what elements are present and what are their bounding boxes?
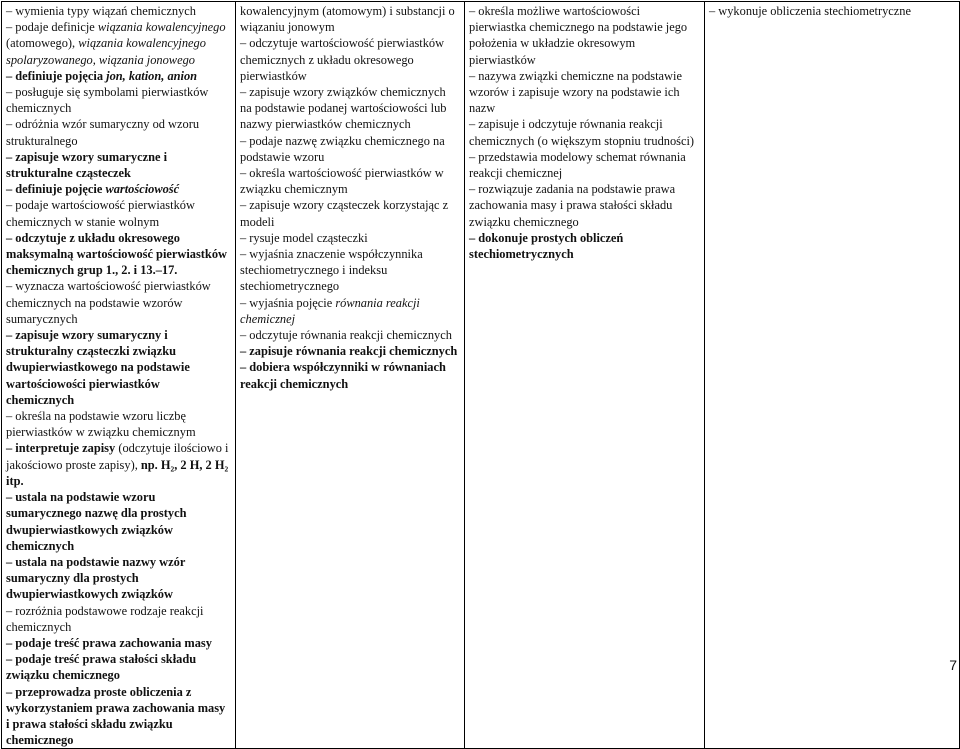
list-item: – rozróżnia podstawowe rodzaje reakcji chemicznych xyxy=(6,603,204,634)
list-item: – definiuje pojęcia jon, kation, anion xyxy=(6,68,198,83)
list-item: – podaje wartościowość pierwiastków chemicznych w stanie wolnym xyxy=(6,198,195,229)
list-item: – zapisuje wzory sumaryczny i strukturalny cząsteczki związku dwupierwiastkowego na podstawie wartościowości pierwiastków chemicznych xyxy=(6,328,190,407)
list-item: – definiuje pojęcie wartościowość xyxy=(6,182,180,197)
list-item: – ustala na podstawie nazwy wzór sumaryczny dla prostych dwupierwiastkowych związków xyxy=(6,554,186,602)
list-item: – podaje definicje wiązania kowalencyjnego (atomowego), wiązania kowalencyjnego spolaryzowanego, wiązania jonowego xyxy=(6,20,226,67)
page-number: 7 xyxy=(949,657,957,673)
requirements-table xyxy=(1,1,960,749)
list-item: – określa możliwe wartościowości pierwiastka chemicznego na podstawie jego położenia w układzie okresowym pierwiastków xyxy=(469,4,688,67)
column-3-cell xyxy=(465,2,705,749)
list-item: – interpretuje zapisy (odczytuje ilościowo i jakościowo proste zapisy), np. H₂, 2 H, 2 H₂ itp. xyxy=(6,441,229,488)
list-item: – określa wartościowość pierwiastków w związku chemicznym xyxy=(240,166,444,197)
list-item: – podaje treść prawa zachowania masy xyxy=(6,635,212,650)
list-item: – wyjaśnia pojęcie równania reakcji chemicznej xyxy=(240,295,420,326)
list-item: – wykonuje obliczenia stechiometryczne xyxy=(709,4,911,18)
list-item: – dobiera współczynniki w równaniach reakcji chemicznych xyxy=(240,360,446,391)
column-1-cell xyxy=(2,2,236,749)
list-item: – zapisuje i odczytuje równania reakcji chemicznych (o większym stopniu trudności) xyxy=(469,117,695,148)
list-item: – odczytuje wartościowość pierwiastków chemicznych z układu okresowego pierwiastków xyxy=(240,36,445,83)
list-item: – rysuje model cząsteczki xyxy=(240,230,368,245)
list-item: – ustala na podstawie wzoru sumarycznego nazwę dla prostych dwupierwiastkowych związków chemicznych xyxy=(6,490,187,553)
list-item: – zapisuje wzory związków chemicznych na podstawie podanej wartościowości lub nazwy pierwiastków chemicznych xyxy=(240,85,447,132)
list-item: – określa na podstawie wzoru liczbę pierwiastków w związku chemicznym xyxy=(6,409,196,440)
list-item: – rozwiązuje zadania na podstawie prawa zachowania masy i prawa stałości składu związku chemicznego xyxy=(469,182,676,229)
list-item: – przeprowadza proste obliczenia z wykorzystaniem prawa zachowania masy i prawa stałości składu związku chemicznego xyxy=(6,684,226,748)
list-item: – zapisuje wzory sumaryczne i strukturalne cząsteczek xyxy=(6,149,168,181)
list-item: – podaje nazwę związku chemicznego na podstawie wzoru xyxy=(240,133,445,164)
list-item: – zapisuje równania reakcji chemicznych xyxy=(240,344,458,359)
list-item: – odczytuje równania reakcji chemicznych xyxy=(240,328,452,343)
list-item: – wymienia typy wiązań chemicznych xyxy=(6,4,196,18)
table-row xyxy=(2,2,960,749)
list-item: – wyznacza wartościowość pierwiastków chemicznych na podstawie wzorów sumarycznych xyxy=(6,279,211,326)
list-item: – dokonuje prostych obliczeń stechiometrycznych xyxy=(469,230,624,262)
list-item: kowalencyjnym (atomowym) i substancji o wiązaniu jonowym xyxy=(240,4,455,35)
list-item: – wyjaśnia znaczenie współczynnika stechiometrycznego i indeksu stechiometrycznego xyxy=(240,247,423,294)
list-item: – odróżnia wzór sumaryczny od wzoru strukturalnego xyxy=(6,117,200,148)
list-item: – zapisuje wzory cząsteczek korzystając z modeli xyxy=(240,198,449,229)
column-2-cell xyxy=(236,2,465,749)
column-4-cell xyxy=(705,2,960,749)
list-item: – nazywa związki chemiczne na podstawie wzorów i zapisuje wzory na podstawie ich nazw xyxy=(469,68,682,116)
list-item: – podaje treść prawa stałości składu związku chemicznego xyxy=(6,652,197,683)
list-item: – przedstawia modelowy schemat równania reakcji chemicznej xyxy=(469,149,686,181)
list-item: – posługuje się symbolami pierwiastków chemicznych xyxy=(6,85,209,116)
list-item: – odczytuje z układu okresowego maksymalną wartościowość pierwiastków chemicznych grup 1., 2. i 13.–17. xyxy=(6,230,227,278)
